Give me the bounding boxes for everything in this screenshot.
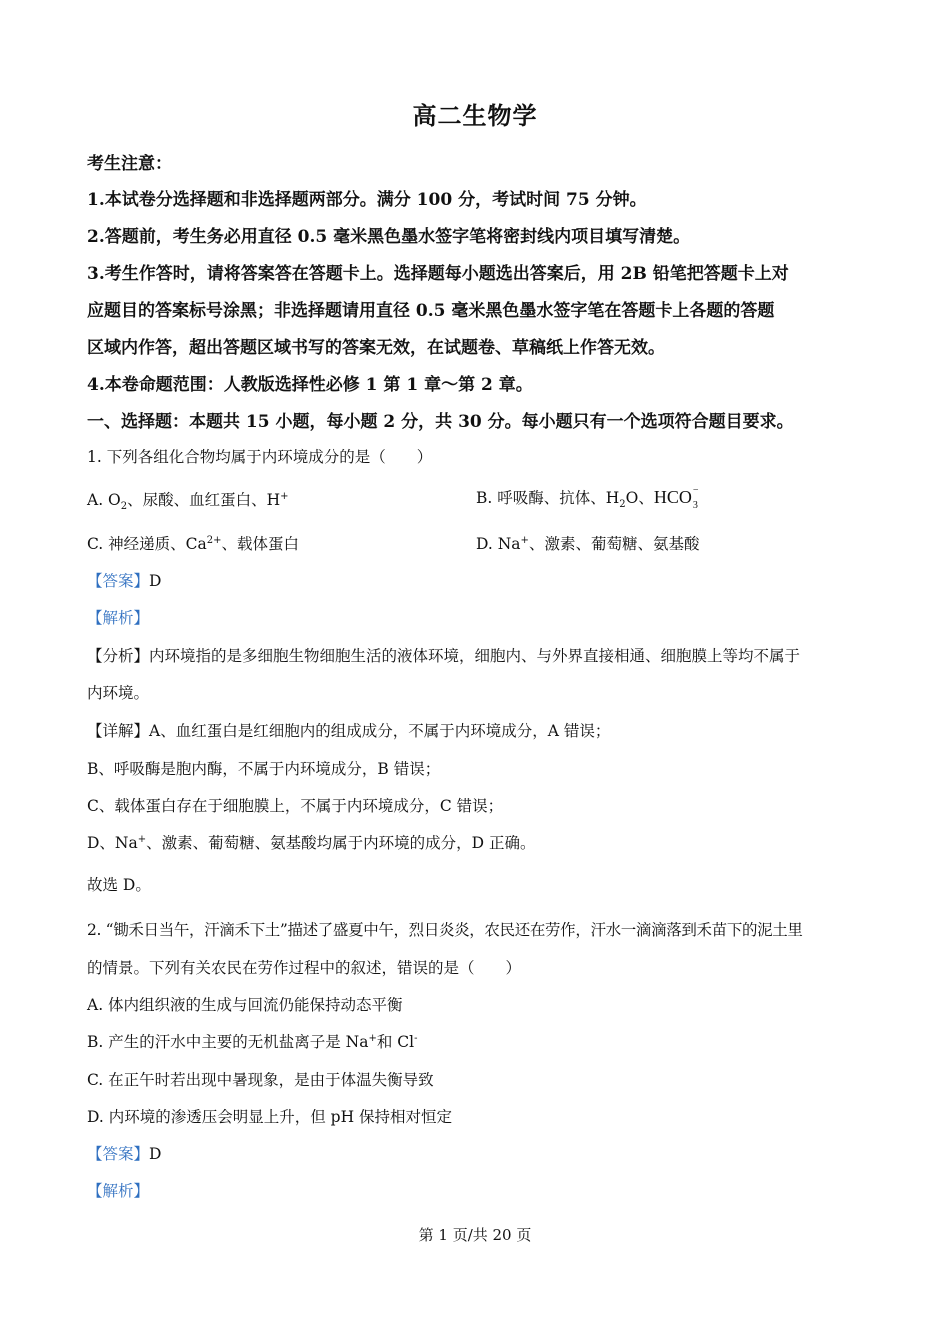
q1-option-a-text: A. O (87, 491, 121, 509)
notice-item-3: 3.考生作答时，请将答案答在答题卡上。选择题每小题选出答案后，用 2B 铅笔把答题卡上对 (87, 264, 789, 284)
q1-option-b-sub: 2 (619, 499, 626, 511)
q1-fenxi-line-1 (87, 644, 877, 666)
q2-option-a: A. 体内组织液的生成与回流仍能保持动态平衡 (87, 996, 403, 1014)
q1-xiangjie-4-text-2: 、激素、葡萄糖、氨基酸均属于内环境的成分，D 正确。 (146, 834, 536, 852)
q2-stem-line-2: 的情景。下列有关农民在劳作过程中的叙述，错误的是（ ） (87, 959, 522, 977)
q1-option-b-text-2: O、 (625, 489, 654, 507)
q2-option-c: C. 在正午时若出现中暑现象，是由于体温失衡导致 (87, 1071, 434, 1089)
q1-xiangjie-line-4 (87, 831, 877, 853)
q2-option-b-sup-1: + (368, 1032, 377, 1044)
analysis-tag: 【解析】 (87, 1182, 150, 1200)
q1-option-c (87, 532, 299, 554)
q1-option-b (476, 486, 701, 510)
notice-item-4: 4.本卷命题范围：人教版选择性必修 1 第 1 章～第 2 章。 (87, 375, 533, 395)
q1-conclusion: 故选 D。 (87, 876, 151, 894)
page-footer: 第 1 页/共 20 页 (418, 1226, 532, 1244)
notice-item-3-cont-2: 区域内作答，超出答题区域书写的答案无效，在试题卷、草稿纸上作答无效。 (87, 338, 665, 358)
q1-analysis-tag (87, 606, 877, 628)
answer-tag: 【答案】 (87, 1145, 150, 1163)
q2-option-b-text: B. 产生的汗水中主要的无机盐离子是 Na (87, 1033, 369, 1051)
q1-option-c-text-2: 、载体蛋白 (221, 535, 300, 553)
q2-option-d: D. 内环境的渗透压会明显上升，但 pH 保持相对恒定 (87, 1108, 453, 1126)
answer-tag: 【答案】 (87, 572, 150, 590)
q1-option-d (476, 532, 699, 554)
bicarbonate-scripts (692, 484, 701, 511)
q1-xiangjie-line-2: B、呼吸酶是胞内酶，不属于内环境成分，B 错误； (87, 760, 441, 778)
q2-stem-line-1: 2. “锄禾日当午，汗滴禾下土”描述了盛夏中午，烈日炎炎，农民还在劳作，汗水一滴滴落到禾苗下的泥土里 (87, 921, 803, 939)
bicarbonate-sup: − (692, 484, 699, 496)
notice-heading: 考生注意： (87, 154, 172, 174)
q1-xiangjie-4-text: D、Na (87, 834, 138, 852)
bicarbonate-sub: 3 (692, 499, 698, 511)
q1-fenxi-text: 内环境指的是多细胞生物细胞生活的液体环境，细胞内、与外界直接相通、细胞膜上等均不属于 (149, 647, 801, 665)
q1-option-d-sup: + (520, 534, 529, 546)
xiangjie-tag: 【详解】 (87, 722, 150, 740)
q1-option-d-text: D. Na (476, 535, 521, 553)
q2-option-b-sup-2: - (414, 1032, 418, 1044)
page-title: 高二生物学 (412, 101, 538, 130)
q1-option-d-text-2: 、激素、葡萄糖、氨基酸 (528, 535, 700, 553)
q1-option-b-text: B. 呼吸酶、抗体、H (476, 489, 620, 507)
q1-option-a (87, 488, 289, 512)
fenxi-tag: 【分析】 (87, 647, 150, 665)
q2-answer (87, 1142, 877, 1164)
notice-item-2: 2.答题前，考生务必用直径 0.5 毫米黑色墨水签字笔将密封线内项目填写清楚。 (87, 227, 691, 247)
analysis-tag: 【解析】 (87, 609, 150, 627)
notice-item-1: 1.本试卷分选择题和非选择题两部分。满分 100 分，考试时间 75 分钟。 (87, 190, 647, 210)
q1-option-a-text-2: 、尿酸、血红蛋白、H (127, 491, 281, 509)
q2-option-b (87, 1030, 877, 1052)
q1-answer-value: D (149, 572, 162, 590)
q1-xiangjie-line-1 (87, 719, 877, 741)
q1-option-a-sub: 2 (120, 501, 128, 513)
q1-xiangjie-line-3: C、载体蛋白存在于细胞膜上，不属于内环境成分，C 错误； (87, 797, 504, 815)
q1-answer (87, 569, 877, 591)
q1-option-c-text: C. 神经递质、Ca (87, 535, 207, 553)
q2-answer-value: D (149, 1145, 162, 1163)
section-heading: 一、选择题：本题共 15 小题，每小题 2 分，共 30 分。每小题只有一个选项符合题目要求。 (87, 412, 794, 432)
bicarbonate-base: HCO (653, 487, 692, 507)
q1-stem: 1. 下列各组化合物均属于内环境成分的是（ ） (87, 448, 433, 466)
q1-fenxi-line-2: 内环境。 (87, 684, 150, 702)
notice-item-3-cont-1: 应题目的答案标号涂黑；非选择题请用直径 0.5 毫米黑色墨水签字笔在答题卡上各题的答题 (87, 301, 775, 321)
bicarbonate-formula (653, 484, 701, 511)
q1-xiangjie-text-1: A、血红蛋白是红细胞内的组成成分，不属于内环境成分，A 错误； (149, 722, 611, 740)
q1-xiangjie-4-sup: + (137, 833, 147, 845)
q2-option-b-text-2: 和 Cl (376, 1033, 415, 1051)
q1-option-c-sup: 2+ (206, 534, 222, 546)
q2-analysis-tag (87, 1179, 877, 1201)
q1-option-a-sup: + (280, 490, 289, 502)
